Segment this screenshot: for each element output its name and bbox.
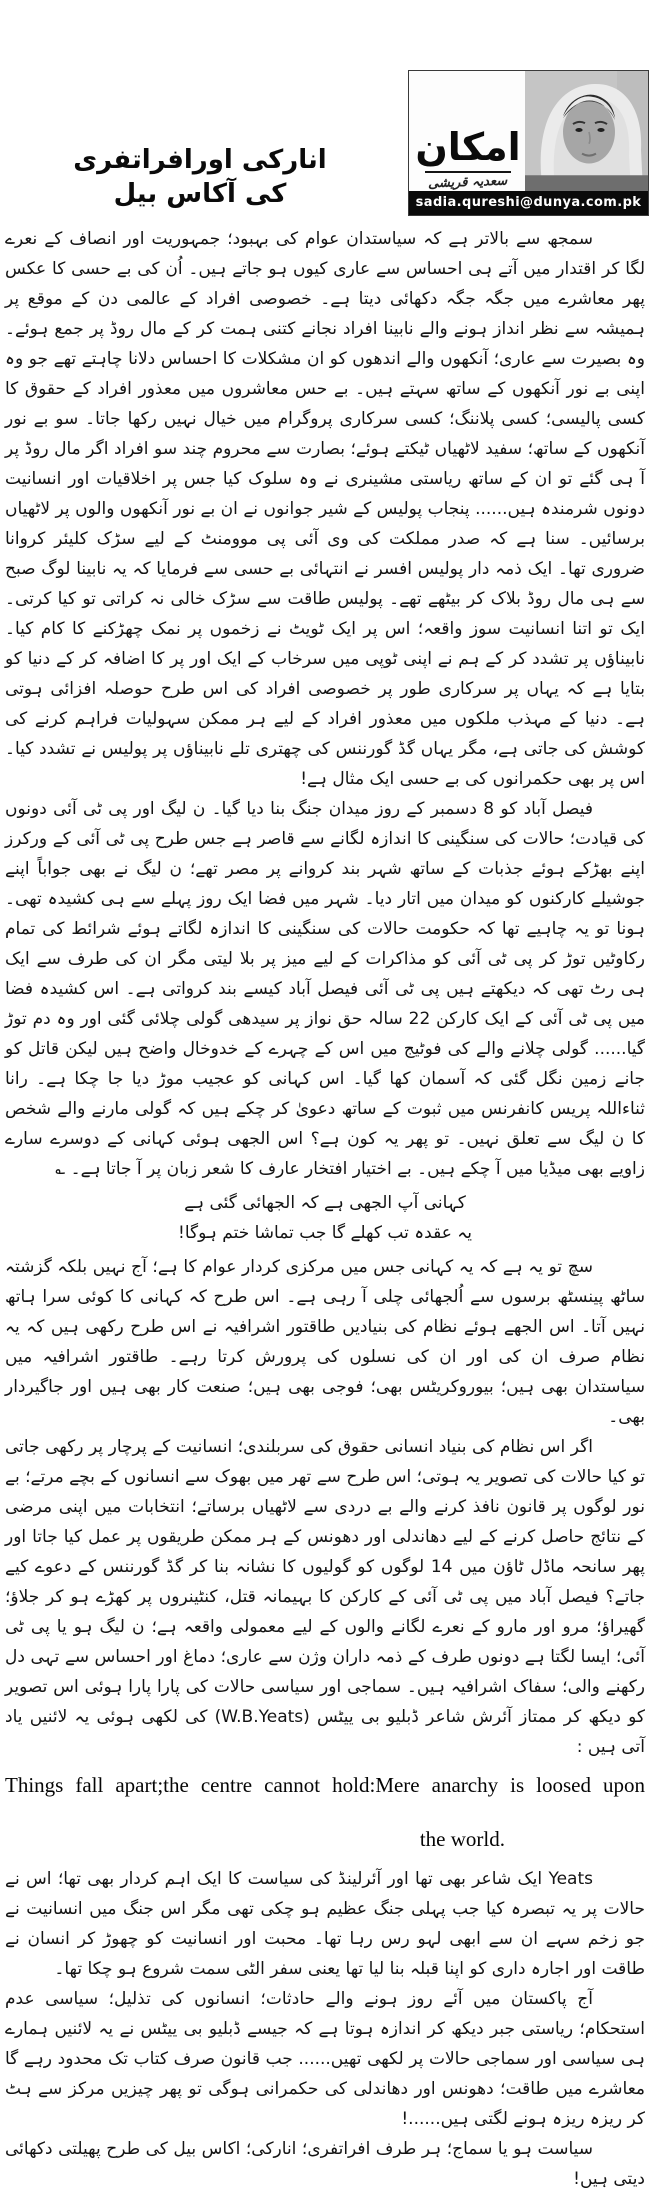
verse-line: یہ عقدہ تب کھلے گا جب تماشا ختم ہوگا!	[178, 1223, 472, 1243]
english-quote-line: Things fall apart;the centre cannot hold:Mere anarchy is loosed upon	[5, 1773, 645, 1797]
article-title: انارکی اورافراتفری کی آکاس بیل	[73, 145, 327, 209]
paragraph: سمجھ سے بالاتر ہے کہ سیاستدان عوام کی بہبود؛ جمہوریت اور انصاف کے نعرے لگا کر اقتدار میں آتے ہی احساس سے عاری کیوں ہو جاتے ہیں۔ اُن کی بے حسی کا عکس پھر معاشرے میں جگہ جگہ دکھائی دیتا ہے۔ خصوصی افراد کے عالمی دن کے موقع پر ہمیشہ سے نظر انداز ہونے والے نابینا افراد نجانے کتنی ہمت کر کے مال روڈ پر جمع ہوئے۔ وہ بصیرت سے عاری؛ آنکھوں والے اندھوں کو ان مشکلات کا احساس دلانا چاہتے تھے جو وہ اپنی بے نور آنکھوں کے ساتھ سہتے ہیں۔ بے حس معاشروں میں معذور افراد کے حقوق کا کسی پالیسی؛ کسی پلاننگ؛ کسی سرکاری پروگرام میں خیال نہیں رکھا جاتا۔ سو بے نور آنکھوں کے ساتھ؛ سفید لاٹھیاں ٹیکتے ہوئے؛ بصارت سے محروم چند سو افراد اگر مال روڈ پر آ ہی گئے تو ان کے ساتھ ریاستی مشینری نے وہ سلوک کیا جس پر اخلاقیات اور انسانیت دونوں شرمندہ ہیں...... پنجاب پولیس کے شیر جوانوں نے ان بے نور آنکھوں والوں پر لاٹھیاں برسائیں۔ سنا ہے کہ صدر مملکت کی وی آئی پی موومنٹ کے لیے سڑک کلیئر کروانا ضروری تھا۔ ایک ذمہ دار پولیس افسر نے انتہائی بے حسی سے فرمایا کہ یہ نابینا لوگ صبح سے ہی مال روڈ بلاک کر بیٹھے تھے۔ پولیس طاقت سے سڑک خالی نہ کراتی تو کیا کرتی۔ ایک تو اتنا انسانیت سوز واقعہ؛ اس پر ایک ٹویٹ نے زخموں پر نمک چھڑکنے کا کام کیا۔ نابیناؤں پر تشدد کر کے ہم نے اپنی ٹوپی میں سرخاب کے ایک اور پر کا اضافہ کر کے دنیا کو بتایا ہے کہ یہاں پر سرکاری طور پر خصوصی افراد کی اس طرح حوصلہ افزائی ہوتی ہے۔ دنیا کے مہذب ملکوں میں معذور افراد کے لیے ہر ممکن سہولیات فراہم کرنے کی کوشش کی جاتی ہے، مگر یہاں گڈ گورننس کی چھتری تلے نابیناؤں پر پولیس نے تشدد کیا۔ اس پر بھی حکمرانوں کی بے حسی ایک مثال ہے!	[5, 229, 645, 789]
article-body	[5, 224, 646, 2189]
author-photo	[525, 71, 648, 191]
urdu-couplet	[5, 1188, 645, 1248]
author-email: sadia.qureshi@dunya.com.pk	[409, 191, 648, 215]
verse-line: کہانی آپ الجھی ہے کہ الجھائی گئی ہے	[184, 1193, 466, 1213]
paragraph: اگر اس نظام کی بنیاد انسانی حقوق کی سربلندی؛ انسانیت کے پرچار پر رکھی جاتی تو کیا حالات کی تصویر یہ ہوتی؛ اس طرح سے تھر میں بھوک سے انسانوں کے بچے مرتے؛ بے نور لوگوں پر قانون نافذ کرنے والے بے دردی سے لاٹھیاں برساتے؛ انتخابات میں اپنی مرضی کے نتائج حاصل کرنے کے لیے دھاندلی اور دھونس کے ہر ممکن طریقوں پر عمل کیا جاتا اور پھر سانحہ ماڈل ٹاؤن میں 14 لوگوں کو گولیوں کا نشانہ بنا کر گڈ گورننس کے دعوے کیے جاتے؟ فیصل آباد میں پی ٹی آئی کے کارکن کا بہیمانہ قتل، کنٹینروں پر کھڑے ہو کر جلاؤ؛ گھیراؤ؛ مرو اور مارو کے نعرے لگانے والوں کے لیے معمولی واقعہ ہے؛ ن لیگ ہو یا پی ٹی آئی؛ ایسا لگتا ہے دونوں طرف کے ذمہ داران وژن سے عاری؛ دماغ اور احساس سے تہی دل رکھنے والی؛ سفاک اشرافیہ ہیں۔ سماجی اور سیاسی حالات کی پارا پارا ہوئی اس تصویر کو دیکھ کر ممتاز آئرش شاعر ڈبلیو بی ییٹس (W.B.Yeats) کی لکھی ہوئی یہ لائنیں یاد آتی ہیں :	[5, 1437, 645, 1757]
paragraph: سچ تو یہ ہے کہ یہ کہانی جس میں مرکزی کردار عوام کا ہے؛ آج نہیں بلکہ گزشتہ ساٹھ پینسٹھ برسوں سے اُلجھائی چلی آ رہی ہے۔ اس طرح کہ کہانی کا کوئی سرا ہاتھ نہیں آتا۔ اس الجھے ہوئے نظام کی بنیادیں طاقتور اشرافیہ نے اس طرح رکھی ہیں کہ یہ نظام صرف ان کی اور ان کی نسلوں کی پرورش کرتا رہے۔ طاقتور اشرافیہ میں سیاستدان بھی ہیں؛ بیوروکریٹس بھی؛ فوجی بھی ہیں؛ صنعت کار بھی ہیں اور جاگیردار بھی۔	[5, 1257, 645, 1427]
paragraph: آج پاکستان میں آئے روز ہونے والے حادثات؛ انسانوں کی تذلیل؛ سیاسی عدم استحکام؛ ریاستی جبر دیکھ کر اندازہ ہوتا ہے کہ جیسے ڈبلیو بی ییٹس نے یہ لائنیں ہمارے ہی سیاسی اور سماجی حالات پر لکھی تھیں...... جب قانون صرف کتاب تک محدود رہے گا معاشرے میں طاقت؛ دھونس اور دھاندلی کی حکمرانی ہوگی تو پھر چیزیں مرکز سے ہٹ کر ریزہ ریزہ ہونے لگتی ہیں......!	[5, 1989, 645, 2129]
column-header-box	[408, 70, 649, 216]
paragraph: Yeats ایک شاعر بھی تھا اور آئرلینڈ کی سیاست کا ایک اہم کردار بھی تھا؛ اس نے حالات پر یہ تبصرہ کیا جب پہلی جنگ عظیم ہو چکی تھی مگر اس جنگ میں انسانیت نے جو زخم سہے ان سے ابھی لہو رس رہا تھا۔ محبت اور انسانیت کو چھوڑ کر انسان نے طاقت اور اجارہ داری کو اپنا قبلہ بنا لیا تھا یعنی سفر الٹی سمت شروع ہو چکا تھا۔	[5, 1869, 645, 1979]
author-portrait-graphic	[525, 71, 648, 191]
english-quote-line: the world.	[419, 1827, 505, 1851]
english-quote	[5, 1770, 645, 1854]
column-header-left	[409, 71, 527, 191]
author-signature: سعدیہ قریشی	[428, 173, 508, 192]
title-divider	[425, 171, 511, 173]
paragraph: فیصل آباد کو 8 دسمبر کے روز میدان جنگ بنا دیا گیا۔ ن لیگ اور پی ٹی آئی دونوں کی قیادت؛ حالات کی سنگینی کا اندازہ لگانے سے قاصر ہے جس طرح پی ٹی آئی کے ورکرز اپنے بھڑکے ہوئے جذبات کے ساتھ شہر بند کروانے پر مصر تھے؛ ن لیگ نے بھی جواباً اپنے جوشیلے کارکنوں کو میدان میں اتار دیا۔ شہر میں فضا ایک روز پہلے سے ہی کشیدہ تھی۔ ہونا تو یہ چاہیے تھا کہ حکومت حالات کی سنگینی کا اندازہ لگاتے ہوئے شرائط کی تمام رکاوٹیں توڑ کر پی ٹی آئی کو مذاکرات کے لیے میز پر بلا لیتی مگر ان کی طرف سے ایک ہی رٹ تھی کہ دیکھتے ہیں پی ٹی آئی فیصل آباد کیسے بند کرواتی ہے۔ اس کشیدہ فضا میں پی ٹی آئی کے ایک کارکن 22 سالہ حق نواز پر سیدھی گولی چلائی گئی اور وہ دم توڑ گیا...... گولی چلانے والے کی فوٹیج میں اس کے چہرے کے خدوخال واضح ہیں لیکن قاتل کو جانے زمین نگل گئی کہ آسمان کھا گیا۔ اس کہانی کو عجیب موڑ دیا جا چکا ہے۔ رانا ثناءاللہ پریس کانفرنس میں ثبوت کے ساتھ دعویٰ کر چکے ہیں کہ گولی مارنے والے شخص کا ن لیگ سے تعلق نہیں۔ تو پھر یہ کون ہے؟ اس الجھی ہوئی کہانی کے دوسرے سارے زاویے بھی میڈیا میں آ چکے ہیں۔ بے اختیار افتخار عارف کا شعر زبان پر آ جاتا ہے۔ ؎	[5, 799, 646, 1179]
paragraph: سیاست ہو یا سماج؛ ہر طرف افراتفری؛ انارکی؛ اکاس بیل کی طرح پھیلتی دکھائی دیتی ہیں!	[5, 2139, 645, 2189]
column-title: امکان	[415, 125, 521, 170]
